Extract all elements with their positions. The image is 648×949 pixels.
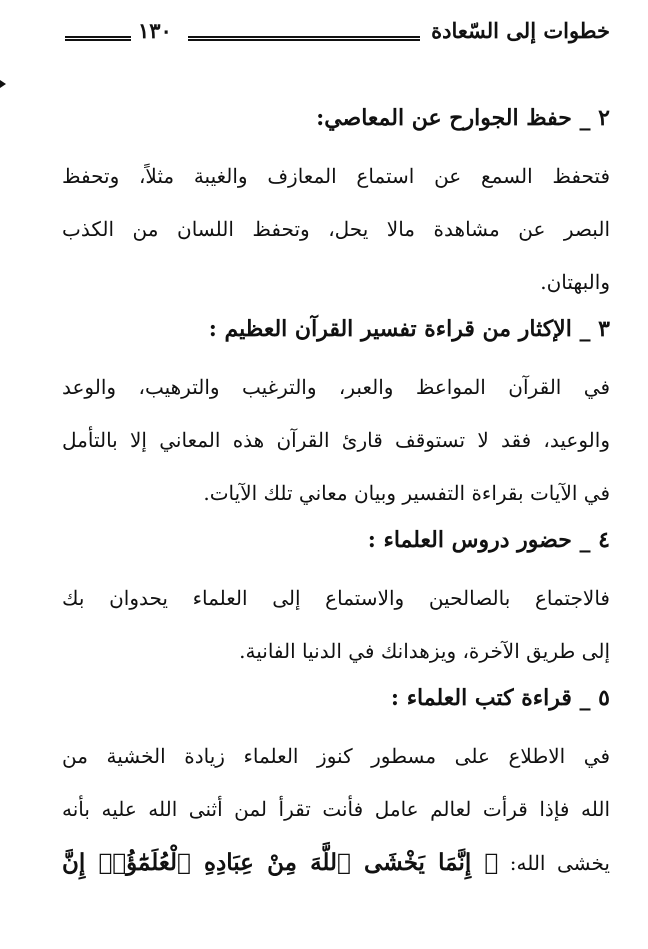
section-paragraph bbox=[62, 730, 610, 889]
book-title: خطوات إلى السّعادة bbox=[431, 18, 610, 43]
verse-prefix: يخشى الله: bbox=[509, 851, 610, 875]
header-rule-left bbox=[65, 36, 131, 41]
section-heading: ٣ _ الإكثار من قراءة تفسير القرآن العظيم : bbox=[208, 316, 610, 342]
quran-verse: ﴿ إِنَّمَا يَخْشَى ٱللَّهَ مِنْ عِبَادِهِ ٱلْعُلَمَٰٓؤُا۟ إِنَّ bbox=[62, 849, 499, 876]
paragraph-line: في الآيات بقراءة التفسير وبيان معاني تلك الآيات. bbox=[203, 481, 610, 505]
paragraph-line: الله فإذا قرأت لعالم عامل فأنت تقرأ لمن أثنى الله عليه بأنه bbox=[62, 797, 610, 821]
page-number: ١٣٠ bbox=[138, 18, 172, 43]
paragraph-line: في الاطلاع على مسطور كنوز العلماء زيادة الخشية من bbox=[62, 744, 610, 768]
page-body bbox=[62, 98, 610, 889]
paragraph-line: في القرآن المواعظ والعبر، والترغيب والترهيب، والوعد bbox=[62, 375, 610, 399]
section-paragraph bbox=[62, 361, 610, 520]
section-heading: ٤ _ حضور دروس العلماء : bbox=[367, 527, 610, 553]
paragraph-line: فالاجتماع بالصالحين والاستماع إلى العلماء يحدوان بك bbox=[62, 586, 610, 610]
paragraph-line: إلى طريق الآخرة، ويزهدانك في الدنيا الفانية. bbox=[239, 639, 610, 663]
header-rule-right bbox=[188, 36, 420, 41]
page-header bbox=[60, 18, 610, 54]
paragraph-line: البصر عن مشاهدة مالا يحل، وتحفظ اللسان من الكذب bbox=[62, 217, 610, 241]
quran-verse-line bbox=[62, 836, 610, 889]
section-heading: ٢ _ حفظ الجوارح عن المعاصي: bbox=[316, 105, 610, 131]
section-paragraph bbox=[62, 572, 610, 678]
paragraph-line: فتحفظ السمع عن استماع المعازف والغيبة مثلاً، وتحفظ bbox=[62, 164, 610, 188]
paragraph-line: والبهتان. bbox=[540, 270, 610, 294]
crop-mark-icon bbox=[0, 80, 6, 88]
section-heading: ٥ _ قراءة كتب العلماء : bbox=[390, 685, 610, 711]
paragraph-line: والوعيد، فقد لا تستوقف قارئ القرآن هذه المعاني إلا بالتأمل bbox=[62, 428, 610, 452]
section-paragraph bbox=[62, 150, 610, 309]
